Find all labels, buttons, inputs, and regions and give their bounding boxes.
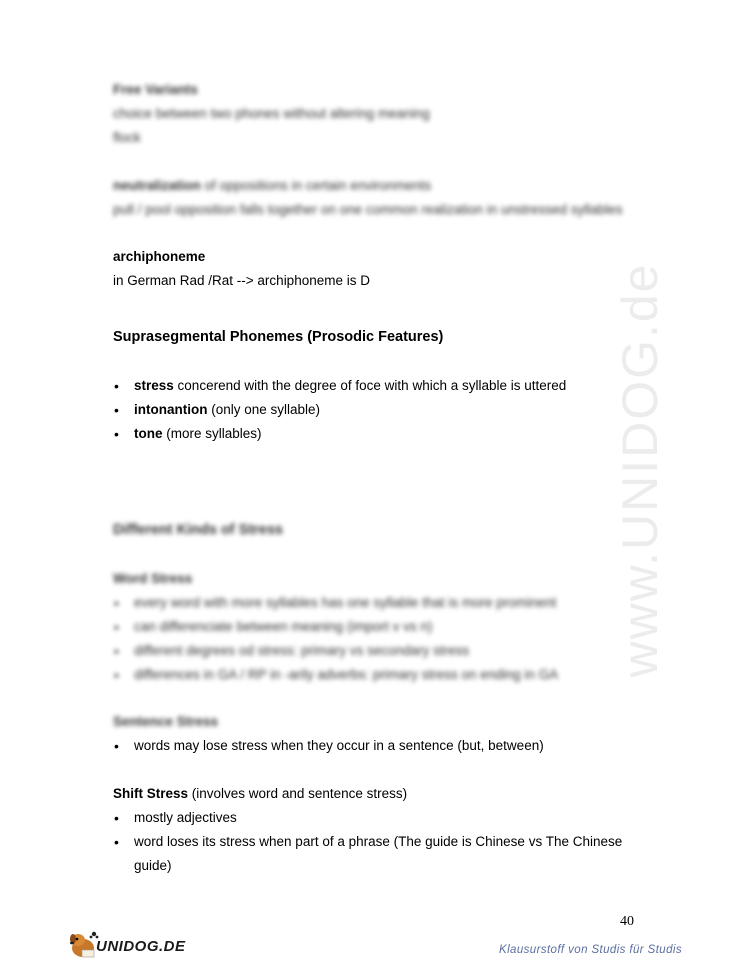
word-stress-list (113, 594, 558, 690)
list-item: • mostly adjectives (113, 809, 634, 833)
archiphoneme-text: in German Rad /Rat --> archiphoneme is D (113, 273, 370, 288)
suprasegmental-list (113, 377, 566, 449)
page-number: 40 (620, 914, 634, 929)
list-item: • can differenciate between meaning (import v vs n) (113, 618, 558, 642)
sentence-stress-list (113, 737, 544, 761)
list-item: • tone (more syllables) (113, 425, 566, 449)
dog-icon (66, 928, 100, 962)
shift-stress-term: Shift Stress (113, 786, 189, 801)
shift-stress-heading (113, 785, 407, 803)
neutralization-rest: of oppositions in certain environments (200, 178, 432, 193)
list-item: • stress concerend with the degree of foce with which a syllable is uttered (113, 377, 566, 401)
sentence-stress-heading: Sentence Stress (113, 714, 219, 729)
list-item: • words may lose stress when they occur in a sentence (but, between) (113, 737, 544, 761)
list-item: • every word with more syllables has one syllable that is more prominent (113, 594, 558, 618)
watermark: www.UNIDOG.de (612, 262, 668, 678)
list-item: • intonantion (only one syllable) (113, 401, 566, 425)
footer-tagline: Klausurstoff von Studis für Studis (499, 944, 682, 956)
list-item: • word loses its stress when part of a phrase (The guide is Chinese vs The Chinese guide) (113, 830, 634, 878)
free-variants-line-1: choice between two phones without altering meaning (113, 106, 430, 121)
neutralization-term: neutralization (113, 178, 201, 193)
kinds-of-stress-heading: Different Kinds of Stress (113, 522, 283, 538)
neutralization-line-2: pull / pool opposition falls together on one common realization in unstressed syllables (113, 202, 623, 217)
neutralization-line-1 (113, 177, 431, 195)
free-variants-line-2: flock (113, 130, 141, 145)
logo-text: UNIDOG.DE (96, 938, 186, 955)
archiphoneme-heading: archiphoneme (113, 249, 206, 264)
shift-stress-list (113, 809, 634, 878)
unidog-logo (66, 928, 191, 962)
suprasegmental-heading: Suprasegmental Phonemes (Prosodic Features) (113, 329, 444, 345)
list-item: • different degrees od stress: primary vs secondary stress (113, 642, 558, 666)
list-item: • differences in GA / RP in -arily adverbs: primary stress on ending in GA (113, 666, 558, 690)
word-stress-heading: Word Stress (113, 571, 193, 586)
free-variants-heading: Free Variants (113, 82, 198, 97)
shift-stress-rest: (involves word and sentence stress) (188, 786, 408, 801)
